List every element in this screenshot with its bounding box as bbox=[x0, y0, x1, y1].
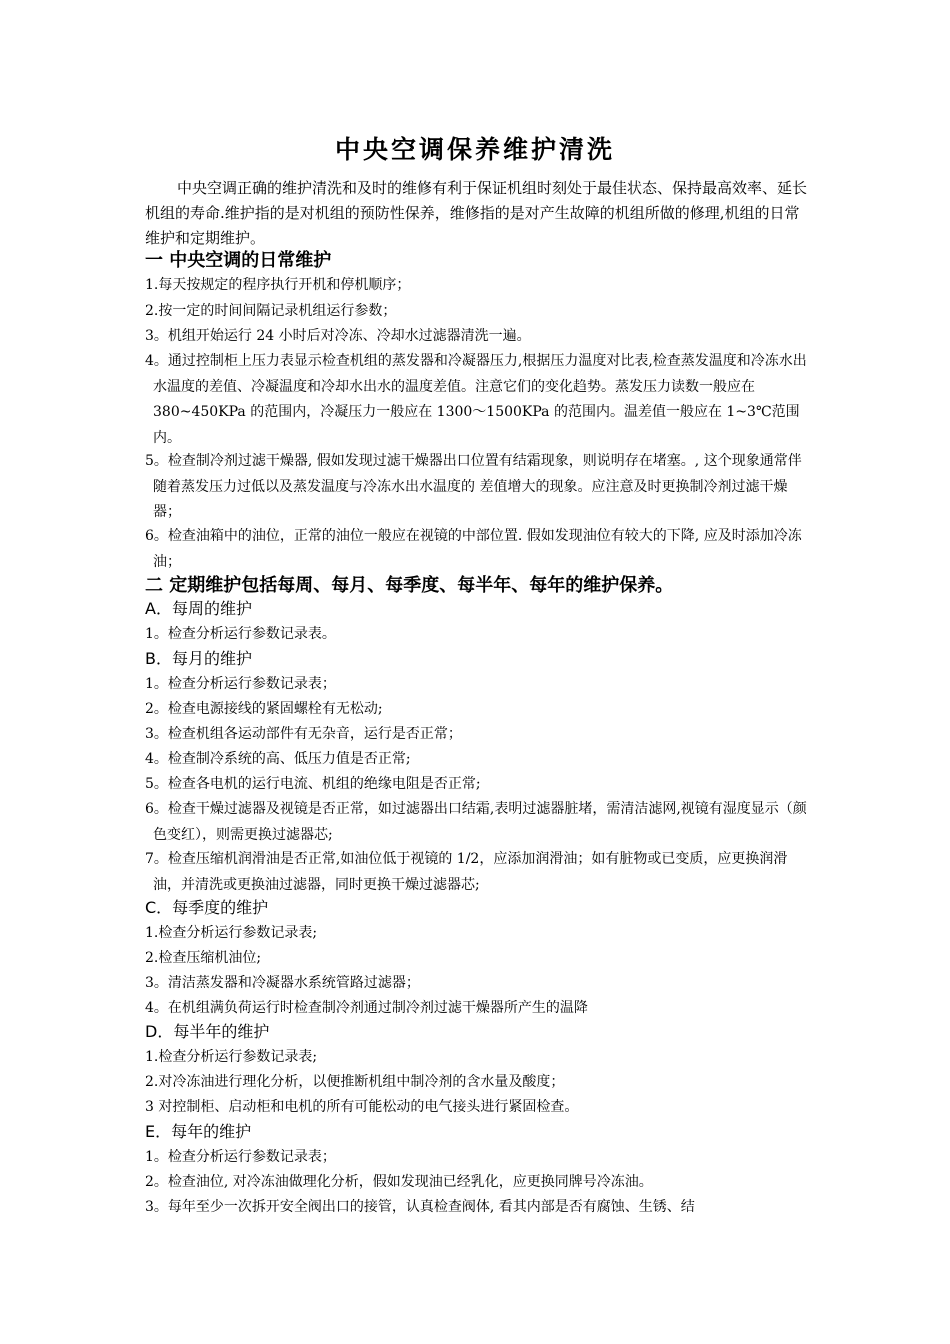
list-item: 3。检查机组各运动部件有无杂音，运行是否正常； bbox=[145, 726, 462, 742]
list-item: 4。在机组满负荷运行时检查制冷剂通过制冷剂过滤干燥器所产生的温降 bbox=[145, 1000, 588, 1016]
list-item: 3。机组开始运行 24 小时后对冷冻、冷却水过滤器清洗一遍。 bbox=[145, 328, 531, 344]
list-item: 4。检查制冷系统的高、低压力值是否正常; bbox=[145, 751, 411, 767]
subheading-quarterly: C．每季度的维护 bbox=[145, 898, 269, 917]
subheading-weekly: A．每周的维护 bbox=[145, 599, 252, 618]
list-item: 1.检查分析运行参数记录表; bbox=[145, 1049, 318, 1065]
page-title: 中央空调保养维护清洗 bbox=[334, 135, 615, 164]
subheading-monthly: B．每月的维护 bbox=[145, 649, 252, 668]
list-item: 2。检查电源接线的紧固螺栓有无松动; bbox=[145, 701, 383, 717]
list-item: 4。通过控制柜上压力表显示检查机组的蒸发器和冷凝器压力,根据压力温度对比表,检查蒸发温度和冷冻水出水温度的差值、冷凝温度和冷却水出水的温度差值。注意它们的变化趋势。蒸发压力读数一般应在 380~450KPa 的范围内，冷凝压力一般应在 1300～1500KPa 的范围内。温差值一般应在 1~3℃范围内。 bbox=[145, 353, 807, 446]
list-item: 6。检查干燥过滤器及视镜是否正常，如过滤器出口结霜,表明过滤器脏堵，需清洁滤网,视镜有湿度显示（颜色变红），则需更换过滤器芯; bbox=[145, 801, 807, 843]
subheading-annual: E．每年的维护 bbox=[145, 1122, 252, 1141]
list-item: 5。检查制冷剂过滤干燥器, 假如发现过滤干燥器出口位置有结霜现象，则说明存在堵塞。, 这个现象通常伴随着蒸发压力过低以及蒸发温度与冷冻水出水温度的 差值增大的现象。应注意及时更换制冷剂过滤干燥器； bbox=[145, 453, 802, 520]
list-item: 1.每天按规定的程序执行开机和停机顺序； bbox=[145, 277, 411, 293]
list-item: 6。检查油箱中的油位，正常的油位一般应在视镜的中部位置. 假如发现油位有较大的下降, 应及时添加冷冻油； bbox=[145, 528, 802, 570]
list-item: 2.对冷冻油进行理化分析，以便推断机组中制冷剂的含水量及酸度； bbox=[145, 1074, 565, 1090]
list-item: 7。检查压缩机润滑油是否正常,如油位低于视镜的 1/2，应添加润滑油；如有脏物或已变质，应更换润滑油，并清洗或更换油过滤器，同时更换干燥过滤器芯; bbox=[145, 851, 788, 893]
intro-paragraph: 中央空调正确的维护清洗和及时的维修有利于保证机组时刻处于最佳状态、保持最高效率、延长机组的寿命.维护指的是对机组的预防性保养，维修指的是对产生故障的机组所做的修理,机组的日常维护和定期维护。 bbox=[145, 179, 808, 247]
list-item: 3。每年至少一次拆开安全阀出口的接管，认真检查阀体, 看其内部是否有腐蚀、生锈、结 bbox=[145, 1199, 695, 1215]
list-item: 1.检查分析运行参数记录表; bbox=[145, 925, 318, 941]
list-item: 3 对控制柜、启动柜和电机的所有可能松动的电气接头进行紧固检查。 bbox=[145, 1099, 579, 1115]
list-item: 5。检查各电机的运行电流、机组的绝缘电阻是否正常; bbox=[145, 776, 481, 792]
list-item: 2.检查压缩机油位; bbox=[145, 950, 262, 966]
subheading-semiannual: D．每半年的维护 bbox=[145, 1022, 270, 1041]
section-heading-daily: 一 中央空调的日常维护 bbox=[145, 250, 332, 271]
section-heading-periodic: 二 定期维护包括每周、每月、每季度、每半年、每年的维护保养。 bbox=[145, 575, 674, 596]
list-item: 1。检查分析运行参数记录表； bbox=[145, 676, 336, 692]
list-item: 3。清洁蒸发器和冷凝器水系统管路过滤器； bbox=[145, 975, 420, 991]
list-item: 2。检查油位, 对冷冻油做理化分析，假如发现油已经乳化，应更换同牌号冷冻油。 bbox=[145, 1174, 653, 1190]
list-item: 1。检查分析运行参数记录表。 bbox=[145, 626, 336, 642]
list-item: 2.按一定的时间间隔记录机组运行参数； bbox=[145, 303, 397, 319]
list-item: 1。检查分析运行参数记录表； bbox=[145, 1149, 336, 1165]
